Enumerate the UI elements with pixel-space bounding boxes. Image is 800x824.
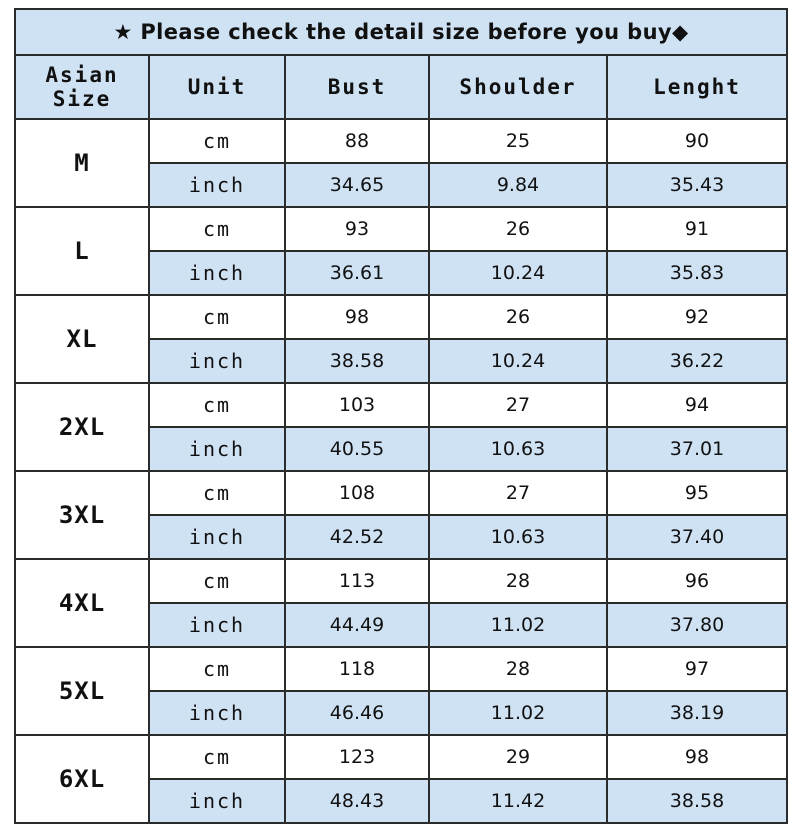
size-label: 2XL [15, 383, 149, 471]
table-row [15, 647, 787, 691]
size-chart-table [14, 8, 788, 824]
cell-shoulder-cm: 28 [429, 647, 607, 691]
cell-shoulder-inch: 11.02 [429, 691, 607, 735]
cell-shoulder-inch: 11.02 [429, 603, 607, 647]
cell-length-inch: 36.22 [607, 339, 787, 383]
unit-label: cm [149, 471, 285, 515]
cell-bust-cm: 93 [285, 207, 429, 251]
unit-label: inch [149, 339, 285, 383]
cell-length-inch: 35.83 [607, 251, 787, 295]
unit-label: inch [149, 691, 285, 735]
cell-length-inch: 38.58 [607, 779, 787, 823]
cell-length-inch: 37.80 [607, 603, 787, 647]
cell-bust-cm: 88 [285, 119, 429, 163]
unit-label: inch [149, 163, 285, 207]
table-row [15, 559, 787, 603]
column-header-bust: Bust [285, 55, 429, 119]
unit-label: cm [149, 295, 285, 339]
cell-length-cm: 94 [607, 383, 787, 427]
table-row [15, 119, 787, 163]
unit-label: inch [149, 515, 285, 559]
cell-bust-inch: 34.65 [285, 163, 429, 207]
cell-bust-cm: 118 [285, 647, 429, 691]
cell-length-cm: 98 [607, 735, 787, 779]
column-header-asian-size-line1: Asian [45, 62, 119, 87]
size-label: 5XL [15, 647, 149, 735]
cell-shoulder-inch: 10.63 [429, 515, 607, 559]
cell-length-cm: 90 [607, 119, 787, 163]
column-header-asian-size-line2: Size [52, 87, 112, 111]
cell-bust-inch: 40.55 [285, 427, 429, 471]
cell-length-cm: 92 [607, 295, 787, 339]
cell-length-inch: 38.19 [607, 691, 787, 735]
column-header-length: Lenght [607, 55, 787, 119]
table-row [15, 383, 787, 427]
size-label: M [15, 119, 149, 207]
cell-bust-inch: 44.49 [285, 603, 429, 647]
cell-shoulder-inch: 10.24 [429, 339, 607, 383]
size-label: L [15, 207, 149, 295]
cell-bust-cm: 98 [285, 295, 429, 339]
cell-bust-cm: 123 [285, 735, 429, 779]
cell-bust-inch: 42.52 [285, 515, 429, 559]
cell-shoulder-cm: 29 [429, 735, 607, 779]
cell-bust-cm: 103 [285, 383, 429, 427]
unit-label: cm [149, 647, 285, 691]
cell-length-cm: 95 [607, 471, 787, 515]
table-row [15, 735, 787, 779]
unit-label: cm [149, 735, 285, 779]
cell-bust-cm: 113 [285, 559, 429, 603]
column-header-shoulder: Shoulder [429, 55, 607, 119]
cell-shoulder-inch: 9.84 [429, 163, 607, 207]
unit-label: cm [149, 207, 285, 251]
cell-length-cm: 96 [607, 559, 787, 603]
size-label: 4XL [15, 559, 149, 647]
cell-shoulder-inch: 10.63 [429, 427, 607, 471]
column-header-unit: Unit [149, 55, 285, 119]
unit-label: inch [149, 779, 285, 823]
size-label: XL [15, 295, 149, 383]
cell-length-inch: 37.01 [607, 427, 787, 471]
cell-length-cm: 91 [607, 207, 787, 251]
unit-label: inch [149, 427, 285, 471]
cell-bust-cm: 108 [285, 471, 429, 515]
table-row [15, 471, 787, 515]
table-row [15, 295, 787, 339]
cell-shoulder-inch: 10.24 [429, 251, 607, 295]
cell-shoulder-cm: 28 [429, 559, 607, 603]
banner-row [15, 9, 787, 55]
unit-label: cm [149, 383, 285, 427]
cell-shoulder-cm: 25 [429, 119, 607, 163]
cell-shoulder-cm: 27 [429, 471, 607, 515]
cell-bust-inch: 36.61 [285, 251, 429, 295]
cell-bust-inch: 48.43 [285, 779, 429, 823]
size-label: 6XL [15, 735, 149, 823]
cell-length-inch: 35.43 [607, 163, 787, 207]
cell-bust-inch: 38.58 [285, 339, 429, 383]
size-label: 3XL [15, 471, 149, 559]
unit-label: cm [149, 559, 285, 603]
banner-text: ★ Please check the detail size before you buy◆ [15, 9, 787, 55]
cell-shoulder-cm: 26 [429, 295, 607, 339]
cell-shoulder-cm: 27 [429, 383, 607, 427]
size-chart-document [0, 8, 800, 813]
unit-label: cm [149, 119, 285, 163]
header-row [15, 55, 787, 119]
cell-shoulder-cm: 26 [429, 207, 607, 251]
cell-length-cm: 97 [607, 647, 787, 691]
cell-bust-inch: 46.46 [285, 691, 429, 735]
unit-label: inch [149, 603, 285, 647]
unit-label: inch [149, 251, 285, 295]
cell-shoulder-inch: 11.42 [429, 779, 607, 823]
column-header-asian-size [15, 55, 149, 119]
table-row [15, 207, 787, 251]
cell-length-inch: 37.40 [607, 515, 787, 559]
